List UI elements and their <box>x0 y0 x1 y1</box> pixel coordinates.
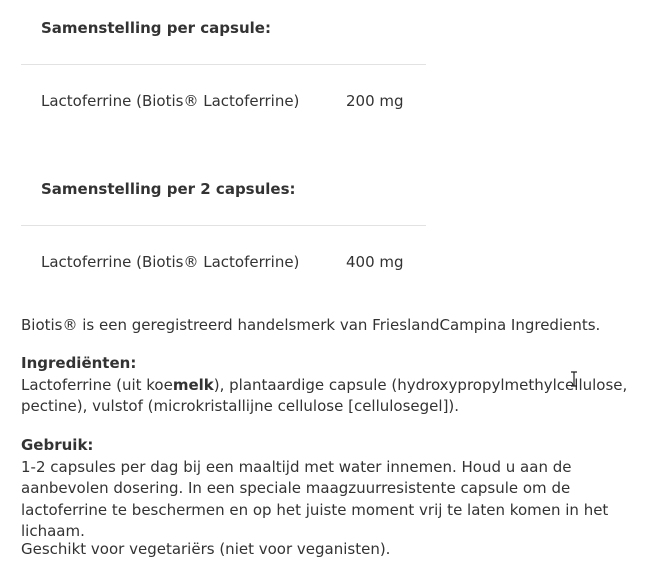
usage-text: 1-2 capsules per dag bij een maaltijd met water innemen. Houd u aan de aanbevolen dosering. In een speciale maagzuurresistente capsule om de lactoferrine te beschermen en op het juiste moment vrij te laten komen in het lichaam. <box>21 457 609 540</box>
allergen-milk: melk <box>172 375 214 394</box>
ingredients-text-start: Lactoferrine (uit koe <box>21 375 173 394</box>
ingredients-text-end: ), plantaardige capsule (hydroxypropylmethylcellulose, pectine), vulstof (microkristallijne cellulose [cellulosegel]). <box>21 375 628 415</box>
ingredients-label: Ingrediënten: <box>21 354 137 372</box>
ingredients-section <box>21 353 656 418</box>
composition-heading: Samenstelling per 2 capsules: <box>41 180 296 198</box>
composition-row <box>21 252 426 272</box>
composition-table-per-capsule <box>21 18 426 111</box>
ingredient-amount: 400 mg <box>346 253 404 271</box>
trademark-notice: Biotis® is een geregistreerd handelsmerk van FrieslandCampina Ingredients. <box>21 316 601 334</box>
usage-label: Gebruik: <box>21 436 94 454</box>
composition-row <box>21 91 426 111</box>
divider <box>21 64 426 65</box>
usage-section <box>21 435 656 543</box>
ingredient-name: Lactoferrine (Biotis® Lactoferrine) <box>41 92 300 110</box>
ingredient-name: Lactoferrine (Biotis® Lactoferrine) <box>41 253 300 271</box>
text-cursor-icon <box>570 371 578 387</box>
composition-heading: Samenstelling per capsule: <box>41 19 271 37</box>
ingredient-amount: 200 mg <box>346 92 404 110</box>
vegetarian-note: Geschikt voor vegetariërs (niet voor veganisten). <box>21 540 391 558</box>
divider <box>21 225 426 226</box>
composition-table-per-2-capsules <box>21 179 426 272</box>
